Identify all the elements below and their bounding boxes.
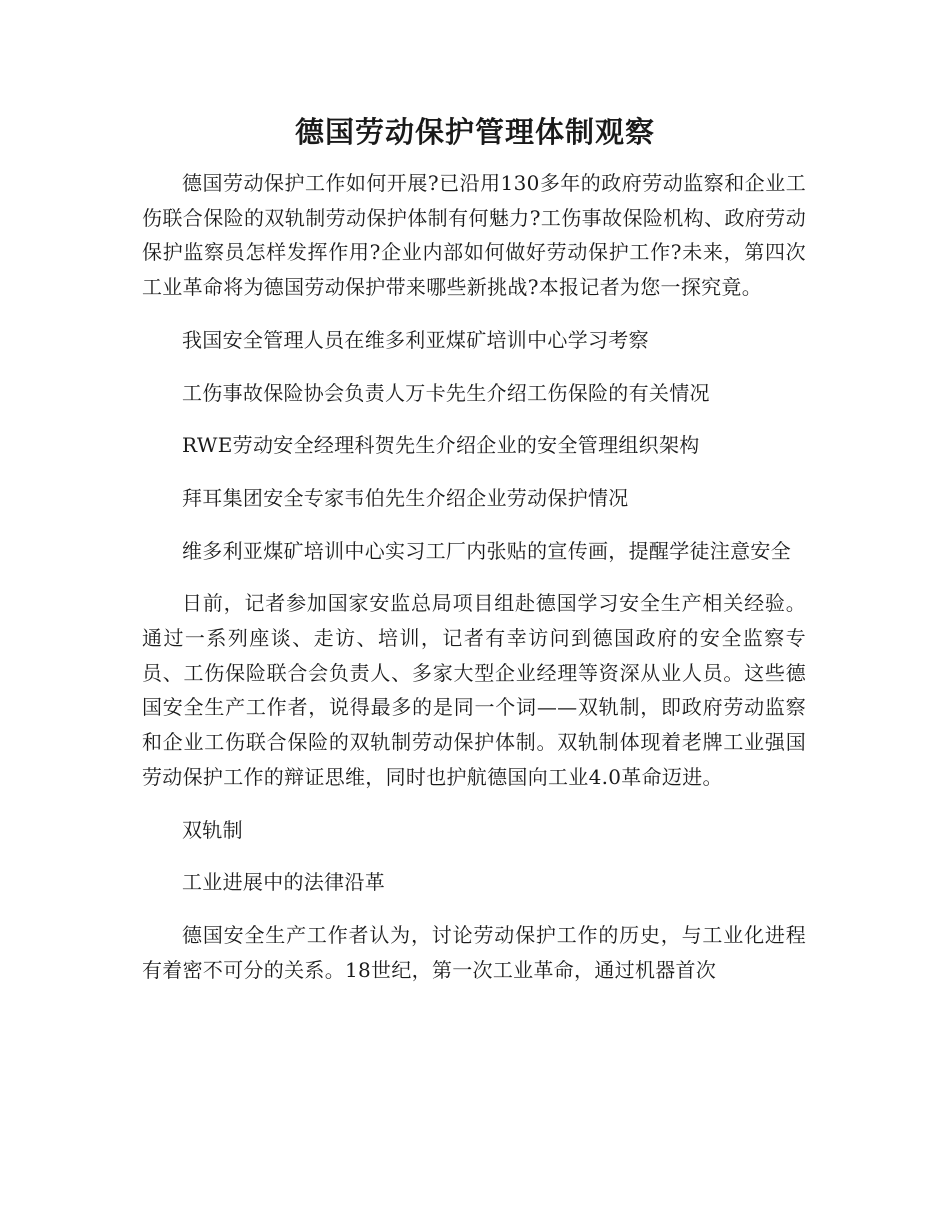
photo-caption: 维多利亚煤矿培训中心实习工厂内张贴的宣传画，提醒学徒注意安全 bbox=[182, 538, 791, 563]
section-heading: 双轨制 bbox=[182, 817, 243, 842]
intro-paragraph: 德国劳动保护工作如何开展?已沿用130多年的政府劳动监察和企业工伤联合保险的双轨制劳动保护体制有何魅力?工伤事故保险机构、政府劳动保护监察员怎样发挥作用?企业内部如何做好劳动保护工作?未来，第四次工业革命将为德国劳动保护带来哪些新挑战?本报记者为您一探究竟。 bbox=[142, 171, 806, 300]
document-title: 德国劳动保护管理体制观察 bbox=[294, 115, 655, 149]
photo-caption: 拜耳集团安全专家韦伯先生介绍企业劳动保护情况 bbox=[182, 485, 629, 510]
photo-caption: RWE劳动安全经理科贺先生介绍企业的安全管理组织架构 bbox=[182, 433, 700, 458]
document-body bbox=[142, 166, 806, 1005]
body-paragraph: 德国安全生产工作者认为，讨论劳动保护工作的历史，与工业化进程有着密不可分的关系。18世纪，第一次工业革命，通过机器首次 bbox=[142, 922, 806, 982]
body-paragraph: 日前，记者参加国家安监总局项目组赴德国学习安全生产相关经验。通过一系列座谈、走访、培训，记者有幸访问到德国政府的安全监察专员、工伤保险联合会负责人、多家大型企业经理等资深从业人员。这些德国安全生产工作者，说得最多的是同一个词——双轨制，即政府劳动监察和企业工伤联合保险的双轨制劳动保护体制。双轨制体现着老牌工业强国劳动保护工作的辩证思维，同时也护航德国向工业4.0革命迈进。 bbox=[142, 591, 806, 789]
photo-caption: 我国安全管理人员在维多利亚煤矿培训中心学习考察 bbox=[182, 327, 649, 352]
photo-caption: 工伤事故保险协会负责人万卡先生介绍工伤保险的有关情况 bbox=[182, 380, 710, 405]
subsection-heading: 工业进展中的法律沿革 bbox=[182, 870, 385, 895]
